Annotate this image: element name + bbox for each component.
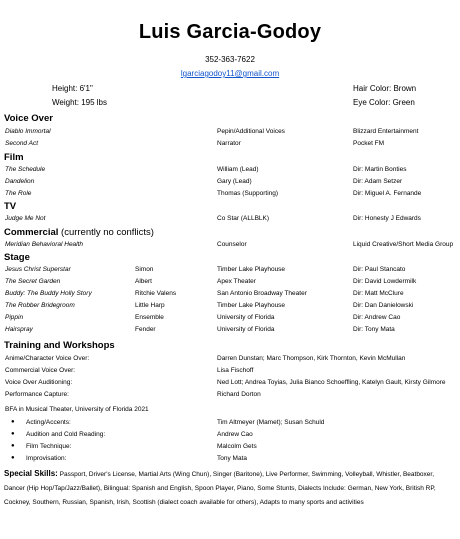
credit-director: Dir: Andrew Cao: [353, 314, 401, 321]
credit-row: [0, 266, 460, 277]
section-stage: Stage: [4, 252, 30, 263]
email-link[interactable]: lgarciagodoy11@gmail.com: [180, 69, 280, 78]
credit-title: Judge Me Not: [5, 215, 46, 222]
credit-row: [0, 302, 460, 313]
training-row: [0, 367, 460, 378]
section-commercial: [4, 227, 154, 238]
credit-row: [0, 278, 460, 289]
training-teachers: Richard Dorton: [217, 391, 261, 398]
credit-director: Dir: Miguel A. Fernande: [353, 190, 422, 197]
degree-line: [0, 406, 460, 417]
training-row: [0, 391, 460, 402]
skills-title: Special Skills:: [4, 469, 58, 478]
training-teachers: Tim Altmeyer (Mamet); Susan Schuld: [217, 419, 325, 426]
training-label: Commercial Voice Over:: [5, 367, 76, 374]
credit-company: Pocket FM: [353, 140, 385, 147]
section-note: (currently no conflicts): [58, 227, 154, 238]
credit-row: [0, 314, 460, 325]
credit-title: The Role: [5, 190, 32, 197]
bullet-icon: ●: [11, 443, 15, 449]
credit-row: [0, 140, 460, 151]
training-bullet-row: [0, 419, 460, 430]
credit-role: Simon: [135, 266, 154, 273]
training-label: Anime/Character Voice Over:: [5, 355, 90, 362]
bullet-icon: ●: [11, 455, 15, 461]
section-title: Commercial: [4, 227, 59, 238]
credit-director: Dir: Matt McClure: [353, 290, 404, 297]
credit-row: [0, 166, 460, 177]
credit-company: Liquid Creative/Short Media Group: [353, 241, 454, 248]
credit-role: Thomas (Supporting): [217, 190, 279, 197]
section-training: Training and Workshops: [4, 340, 115, 351]
bullet-icon: ●: [11, 431, 15, 437]
credit-row: [0, 215, 460, 226]
section-voice-over: Voice Over: [4, 113, 53, 124]
credit-role: Little Harp: [135, 302, 165, 309]
credit-title: Diablo Immortal: [5, 128, 51, 135]
credit-company: Blizzard Entertainment: [353, 128, 419, 135]
training-teachers: Ned Lott; Andrea Toyias, Julia Bianco Schoeffling, Katelyn Gault, Kirsty Gilmore: [217, 379, 446, 386]
credit-title: Buddy: The Buddy Holly Story: [5, 290, 92, 297]
training-label: Acting/Accents:: [26, 419, 71, 426]
credit-venue: San Antonio Broadway Theater: [217, 290, 307, 297]
credit-row: [0, 326, 460, 337]
credit-role: Albert: [135, 278, 152, 285]
credit-venue: Apex Theater: [217, 278, 256, 285]
degree-text: BFA in Musical Theater, University of Florida 2021: [5, 406, 149, 413]
training-teachers: Andrew Cao: [217, 431, 253, 438]
training-teachers: Lisa Fischoff: [217, 367, 254, 374]
credit-role: Counselor: [217, 241, 247, 248]
credit-row: [0, 190, 460, 201]
eye-color-stat: Eye Color: Green: [353, 98, 415, 107]
training-teachers: Tony Mata: [217, 455, 247, 462]
credit-director: Dir: Dan Danielowski: [353, 302, 414, 309]
credit-role: Fender: [135, 326, 156, 333]
credit-role: Co Star (ALLBLK): [217, 215, 270, 222]
credit-role: Gary (Lead): [217, 178, 252, 185]
section-tv: TV: [4, 201, 17, 212]
credit-director: Dir: Adam Setzer: [353, 178, 403, 185]
credit-venue: Timber Lake Playhouse: [217, 266, 286, 273]
credit-title: Hairspray: [5, 326, 33, 333]
training-row: [0, 379, 460, 390]
credit-title: Meridian Behavioral Health: [5, 241, 84, 248]
credit-title: Pippin: [5, 314, 24, 321]
credit-row: [0, 241, 460, 252]
credit-title: The Schedule: [5, 166, 46, 173]
credit-role: Narrator: [217, 140, 241, 147]
credit-venue: University of Florida: [217, 326, 275, 333]
actor-name: Luis Garcia-Godoy: [138, 21, 322, 43]
training-label: Voice Over Auditioning:: [5, 379, 73, 386]
phone-number: 352-363-7622: [205, 55, 255, 64]
credit-title: Jesus Christ Superstar: [5, 266, 71, 273]
training-teachers: Darren Dunstan; Marc Thompson, Kirk Thornton, Kevin McMullan: [217, 355, 406, 362]
credit-venue: Timber Lake Playhouse: [217, 302, 286, 309]
credit-director: Dir: Paul Stancato: [353, 266, 406, 273]
credit-director: Dir: David Lowdermilk: [353, 278, 417, 285]
training-bullet-row: [0, 443, 460, 454]
training-bullet-row: [0, 431, 460, 442]
credit-title: Second Act: [5, 140, 39, 147]
special-skills: [4, 467, 456, 510]
credit-row: [0, 290, 460, 301]
weight-stat: Weight: 195 lbs: [52, 98, 107, 107]
training-teachers: Malcolm Gets: [217, 443, 257, 450]
section-film: Film: [4, 152, 24, 163]
credit-row: [0, 128, 460, 139]
bullet-icon: ●: [11, 419, 15, 425]
credit-director: Dir: Honesty J Edwards: [353, 215, 421, 222]
credit-role: Ensemble: [135, 314, 164, 321]
training-label: Audition and Cold Reading:: [26, 431, 106, 438]
credit-row: [0, 178, 460, 189]
credit-role: Pepin/Additional Voices: [217, 128, 285, 135]
height-stat: Height: 6'1": [52, 84, 93, 93]
hair-color-stat: Hair Color: Brown: [353, 84, 417, 93]
training-label: Performance Capture:: [5, 391, 69, 398]
training-bullet-row: [0, 455, 460, 466]
training-row: [0, 355, 460, 366]
credit-title: Dandelion: [5, 178, 35, 185]
training-label: Film Technique:: [26, 443, 72, 450]
credit-director: Dir: Martin Bonties: [353, 166, 407, 173]
training-label: Improvisation:: [26, 455, 67, 462]
credit-role: William (Lead): [217, 166, 259, 173]
credit-venue: University of Florida: [217, 314, 275, 321]
credit-title: The Robber Bridegroom: [5, 302, 75, 309]
credit-title: The Secret Garden: [5, 278, 61, 285]
credit-role: Ritchie Valens: [135, 290, 177, 297]
skills-text: Passport, Driver's License, Martial Arts (Wing Chun), Singer (Baritone), Live Performer, Swimming, Volleyball, Whistler, Beatboxer, Dancer (Hip Hop/Tap/Jazz/Ballet), Bilingual: Spanish and English, Spoon Player, Piano, Some Stunts, Dialects Include: German, New York, British RP, Cockney, Southern, Russian, Spanish, Irish, Scottish (dialect coach available for others), Adapts to many sports and activities: [4, 471, 436, 506]
credit-director: Dir: Tony Mata: [353, 326, 395, 333]
